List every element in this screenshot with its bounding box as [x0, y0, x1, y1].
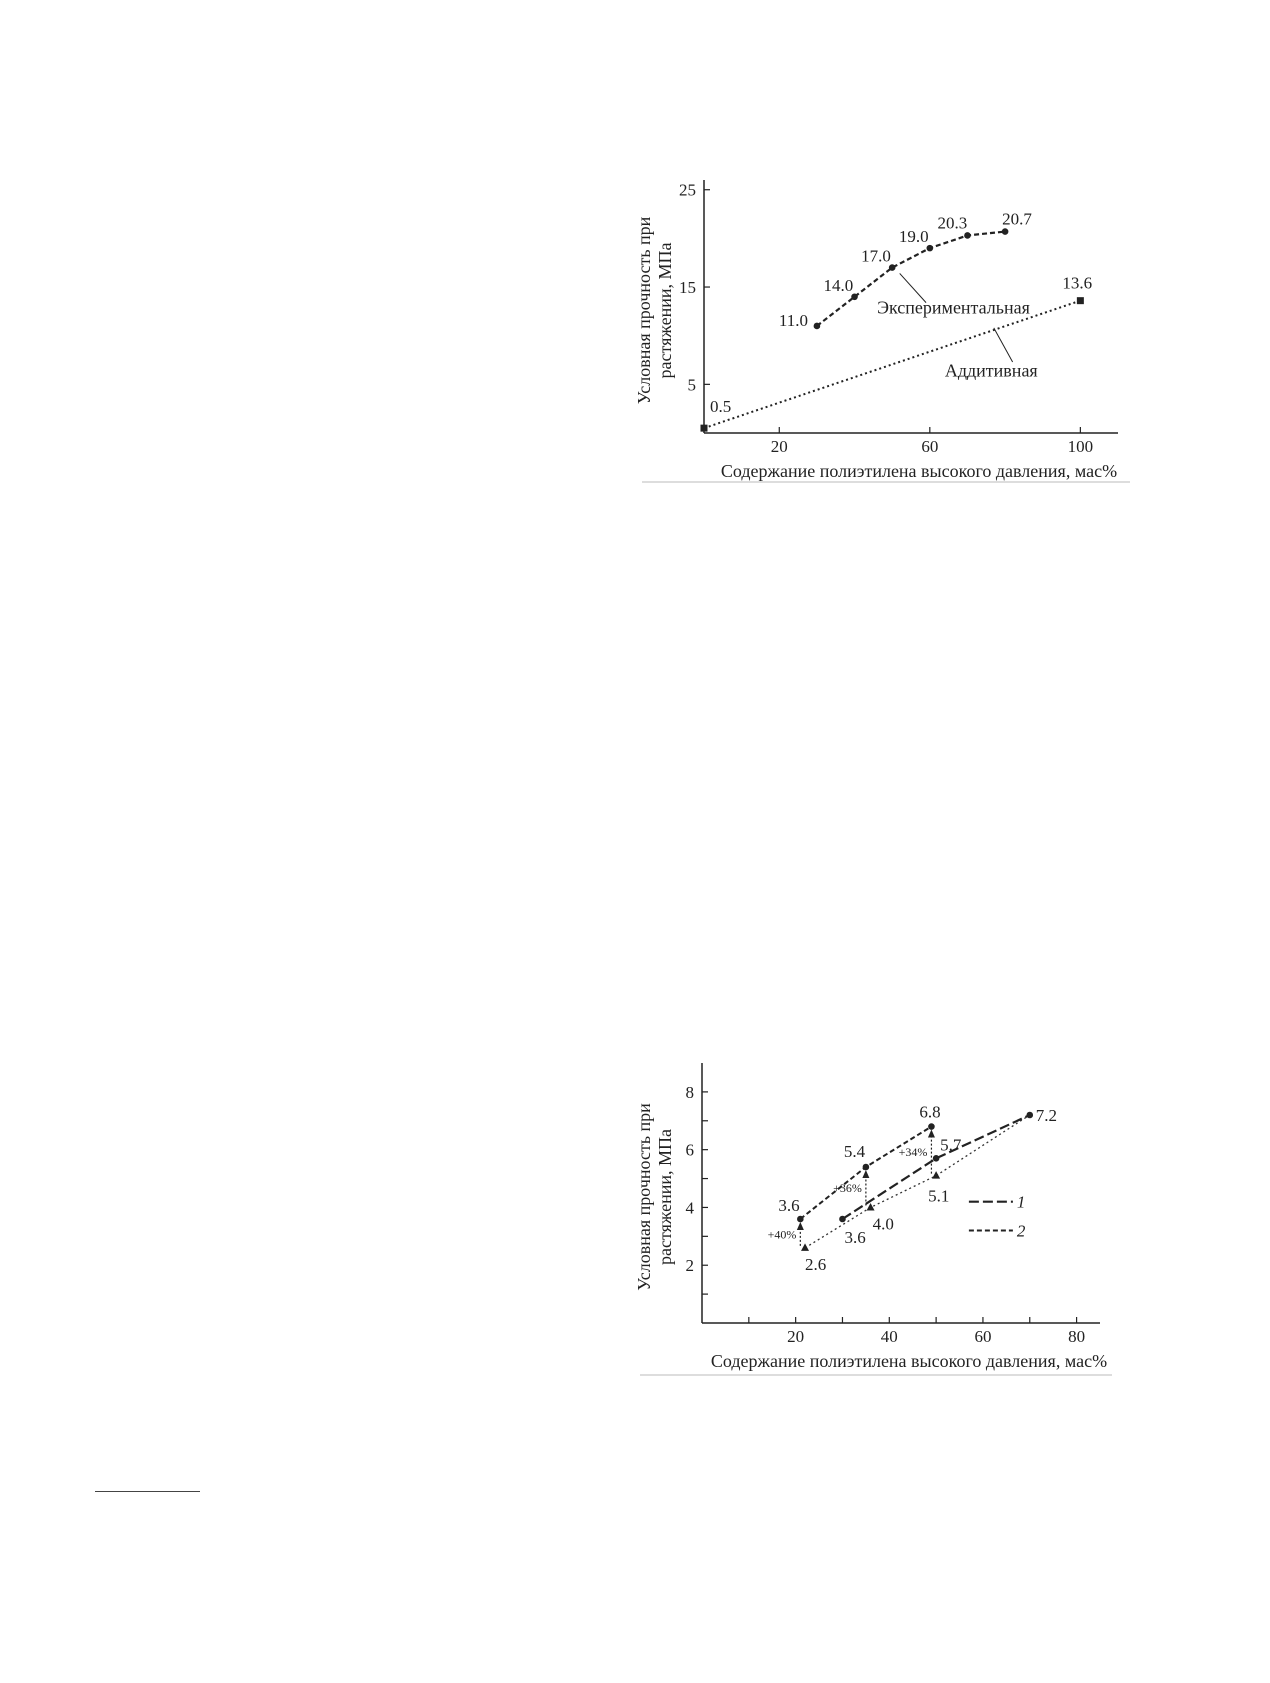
chart-1-x-tick-label: 20	[770, 437, 788, 456]
data-label: 19.0	[898, 227, 929, 247]
data-label: 3.6	[778, 1196, 800, 1215]
increment-arrow-head	[797, 1222, 804, 1230]
increment-label: +40%	[767, 1227, 797, 1242]
data-label: 20.3	[937, 213, 968, 233]
chart-1-x-axis-title: Содержание полиэтилена высокого давления, мас%	[720, 461, 1118, 481]
chart-2-x-tick-label: 80	[1068, 1327, 1086, 1346]
chart-2-y-axis-title	[634, 1103, 675, 1291]
chart-2-x-tick-label: 20	[787, 1327, 805, 1346]
data-label: 5.7	[940, 1135, 962, 1155]
series-base-point	[867, 1203, 875, 1211]
data-label: 4.0	[872, 1214, 894, 1234]
chart-2-y-tick-label: 2	[685, 1256, 694, 1276]
chart-2-x-tick-label: 60	[974, 1327, 992, 1346]
data-label: 5.4	[843, 1142, 866, 1161]
series-experimental-point	[1002, 228, 1009, 235]
data-label: 5.1	[928, 1186, 950, 1206]
series-1-point	[839, 1216, 846, 1223]
chart-2-y-axis-title-line: Условная прочность при	[634, 1103, 654, 1291]
series-additive-point	[1077, 297, 1084, 304]
chart-2-y-tick-label: 4	[685, 1198, 694, 1218]
data-label: 2.6	[805, 1254, 827, 1274]
chart-1-y-axis-title-line: растяжении, МПа	[655, 242, 675, 379]
data-label: 13.6	[1062, 273, 1093, 293]
chart-tensile-strength-increment	[630, 1055, 1150, 1385]
footnote-divider	[95, 1491, 200, 1492]
series-base-point	[932, 1171, 940, 1179]
chart-1-svg	[630, 170, 1150, 490]
chart-1-x-tick-label: 100	[1067, 437, 1094, 456]
legend-label-2: 2	[1016, 1221, 1026, 1241]
series-2-point	[863, 1164, 870, 1171]
series-additive-label: Аддитивная	[944, 360, 1038, 381]
data-label: 0.5	[710, 397, 732, 417]
increment-label: +36%	[833, 1181, 862, 1196]
chart-2-x-tick-label: 40	[880, 1327, 898, 1346]
series-experimental-point	[964, 232, 971, 239]
series-experimental-label: Экспериментальная	[877, 297, 1030, 318]
increment-label: +34%	[898, 1145, 928, 1160]
data-label: 3.6	[844, 1228, 866, 1247]
series-1-point	[1026, 1112, 1033, 1119]
chart-2-y-tick-label: 8	[685, 1082, 694, 1102]
series-experimental-point	[814, 323, 821, 330]
series-1-point	[933, 1155, 940, 1162]
increment-arrow-head	[928, 1130, 935, 1138]
series-2-point	[797, 1216, 804, 1223]
chart-2-x-axis-title: Содержание полиэтилена высокого давления, мас%	[710, 1351, 1108, 1371]
chart-1-x-tick-label: 60	[921, 437, 939, 456]
chart-1-y-tick-label: 15	[679, 278, 696, 298]
series-base-point	[801, 1243, 809, 1251]
chart-tensile-strength-additive	[630, 170, 1150, 490]
data-label: 7.2	[1035, 1106, 1058, 1125]
chart-1-y-tick-label: 25	[679, 180, 696, 200]
legend-label-1: 1	[1016, 1192, 1026, 1212]
chart-2-svg	[630, 1055, 1150, 1385]
increment-arrow-head	[862, 1170, 869, 1178]
chart-2-y-tick-label: 6	[685, 1140, 694, 1160]
data-label: 17.0	[861, 246, 891, 266]
chart-2-y-axis-title-line: растяжении, МПа	[655, 1129, 675, 1265]
data-label: 6.8	[919, 1102, 941, 1122]
data-label: 20.7	[1002, 209, 1032, 229]
callout-additive-leader	[994, 328, 1013, 362]
series-2-point	[928, 1123, 935, 1130]
chart-1-y-axis-title	[634, 216, 675, 404]
data-label: 11.0	[778, 310, 809, 330]
data-label: 14.0	[823, 275, 854, 295]
chart-1-y-tick-label: 5	[687, 375, 696, 395]
series-additive-point	[701, 425, 708, 432]
chart-1-y-axis-title-line: Условная прочность при	[634, 216, 654, 405]
